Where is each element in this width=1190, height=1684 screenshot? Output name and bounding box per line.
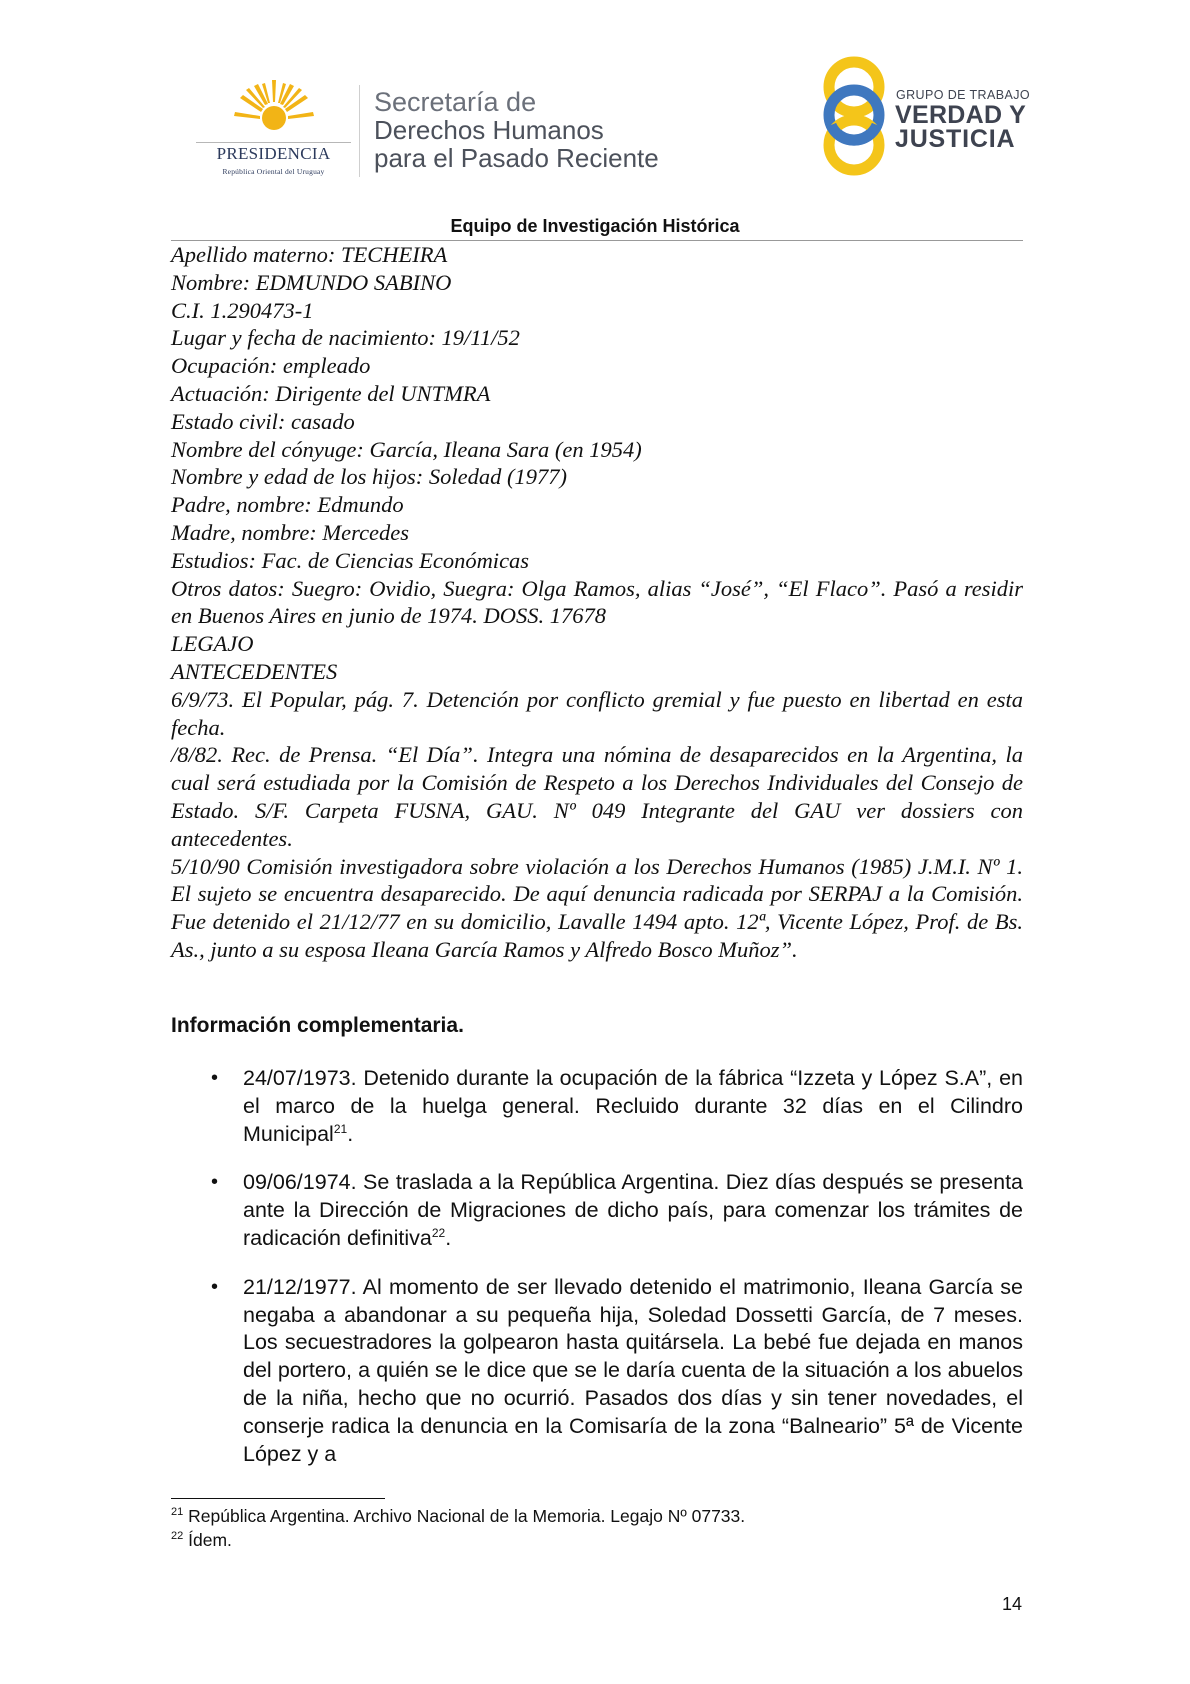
record-line: Estado civil: casado	[171, 408, 355, 434]
secretaria-logo-text	[374, 88, 659, 172]
team-title: Equipo de Investigación Histórica	[450, 216, 740, 236]
list-item-text: 09/06/1974. Se traslada a la República Argentina. Diez días después se presenta ante la Dirección de Migraciones de dicho país, para comenzar los trámites de radicación definitiva	[243, 1170, 1023, 1250]
record-line: Madre, nombre: Mercedes	[171, 519, 410, 545]
sun-icon	[234, 78, 314, 142]
bullet-icon: •	[211, 1171, 219, 1194]
record-line: Ocupación: empleado	[171, 353, 371, 379]
list-item	[171, 1274, 1023, 1469]
record-line: Lugar y fecha de nacimiento: 19/11/52	[171, 325, 520, 351]
list-item-tail: .	[445, 1225, 452, 1250]
presidencia-logo	[196, 78, 351, 178]
logo-divider	[359, 85, 360, 177]
list-item-tail: .	[347, 1121, 354, 1146]
presidencia-name: PRESIDENCIA	[216, 144, 331, 163]
footnote-text: República Argentina. Archivo Nacional de la Memoria. Legajo Nº 07733.	[188, 1506, 746, 1526]
footnote-ref[interactable]: 21	[333, 1121, 348, 1136]
record-line: Apellido materno: TECHEIRA	[171, 242, 448, 267]
footnote-number: 22	[171, 1530, 184, 1543]
antecedente-entry: 5/10/90 Comisión investigadora sobre violación a los Derechos Humanos (1985) J.M.I. Nº 1. El sujeto se encuentra desaparecido. De aquí denuncia radicada por SERPAJ a la Comisión. Fue detenido el 21/12/77 en su domicilio, Lavalle 1494 apto. 12ª, Vicente López, Prof. de Bs. As., junto a su esposa Ileana García Ramos y Alfredo Bosco Muñoz”.	[171, 853, 1023, 962]
grupo-line-2: VERDAD Y	[895, 101, 1027, 129]
page-number: 14	[1002, 1594, 1023, 1614]
bullet-icon: •	[211, 1275, 219, 1298]
page-header	[0, 0, 1190, 215]
presidencia-subtitle: República Oriental del Uruguay	[222, 167, 325, 176]
record-line: Nombre: EDMUNDO SABINO	[171, 269, 452, 295]
record-line: Nombre del cónyuge: García, Ileana Sara (en 1954)	[171, 436, 642, 462]
presidencia-divider	[196, 142, 351, 143]
antecedente-entry: 6/9/73. El Popular, pág. 7. Detención por conflicto gremial y fue puesto en libertad en esta fecha.	[171, 686, 1023, 740]
secretaria-line-1: Secretaría de	[374, 87, 537, 117]
footnotes	[171, 1504, 745, 1552]
otros-datos: Otros datos: Suegro: Ovidio, Suegra: Olga Ramos, alias “José”, “El Flaco”. Pasó a residir en Buenos Aires en junio de 1974. DOSS. 17678	[171, 575, 1023, 629]
list-item	[171, 1065, 1023, 1148]
footnote	[171, 1528, 745, 1552]
record-line: C.I. 1.290473-1	[171, 297, 314, 323]
list-item-text: 21/12/1977. Al momento de ser llevado detenido el matrimonio, Ileana García se negaba a abandonar a su pequeña hija, Soledad Dossetti García, de 7 meses. Los secuestradores la golpearon hasta quitársela. La bebé fue dejada en manos del portero, a quién se le dice que se le daría cuenta de la situación a los abuelos de la niña, hecho que no ocurrió. Pasados dos días y sin tener novedades, el conserje radica la denuncia en la Comisaría de la zona “Balneario” 5ª de Vicente López y a	[243, 1274, 1023, 1466]
grupo-line-3: JUSTICIA	[895, 125, 1016, 153]
antecedente-entry: /8/82. Rec. de Prensa. “El Día”. Integra una nómina de desaparecidos en la Argentina, la cual será estudiada por la Comisión de Respeto a los Derechos Individuales del Consejo de Estado. S/F. Carpeta FUSNA, GAU. Nº 049 Integrante del GAU ver dossiers con antecedentes.	[171, 742, 1023, 851]
footnote-ref[interactable]: 22	[431, 1225, 446, 1240]
footnote-rule	[171, 1498, 385, 1499]
legajo-heading: LEGAJO	[171, 631, 254, 657]
footnote	[171, 1504, 745, 1528]
bullet-icon: •	[211, 1067, 219, 1089]
complementary-title: Información complementaria.	[171, 1014, 464, 1037]
record-line: Nombre y edad de los hijos: Soledad (1977)	[171, 464, 567, 490]
secretaria-line-2: Derechos Humanos	[374, 115, 604, 145]
footnote-number: 21	[171, 1506, 184, 1519]
footnote-text: Ídem.	[188, 1530, 232, 1550]
secretaria-line-3: para el Pasado Reciente	[374, 143, 659, 173]
interlocking-rings-icon	[820, 55, 892, 180]
record-line: Padre, nombre: Edmundo	[171, 492, 404, 518]
record-line: Actuación: Dirigente del UNTMRA	[171, 380, 491, 406]
complementary-list	[171, 1065, 1023, 1489]
record-line: Estudios: Fac. de Ciencias Económicas	[171, 547, 530, 573]
grupo-line-1: GRUPO DE TRABAJO	[896, 88, 1030, 102]
verdad-justicia-logo	[820, 55, 1030, 180]
list-item	[171, 1169, 1023, 1252]
record-block	[171, 241, 1023, 964]
list-item-text: 24/07/1973. Detenido durante la ocupación de la fábrica “Izzeta y López S.A”, en el marco de la huelga general. Recluido durante 32 días en el Cilindro Municipal	[243, 1066, 1023, 1146]
antecedentes-heading: ANTECEDENTES	[171, 658, 338, 684]
